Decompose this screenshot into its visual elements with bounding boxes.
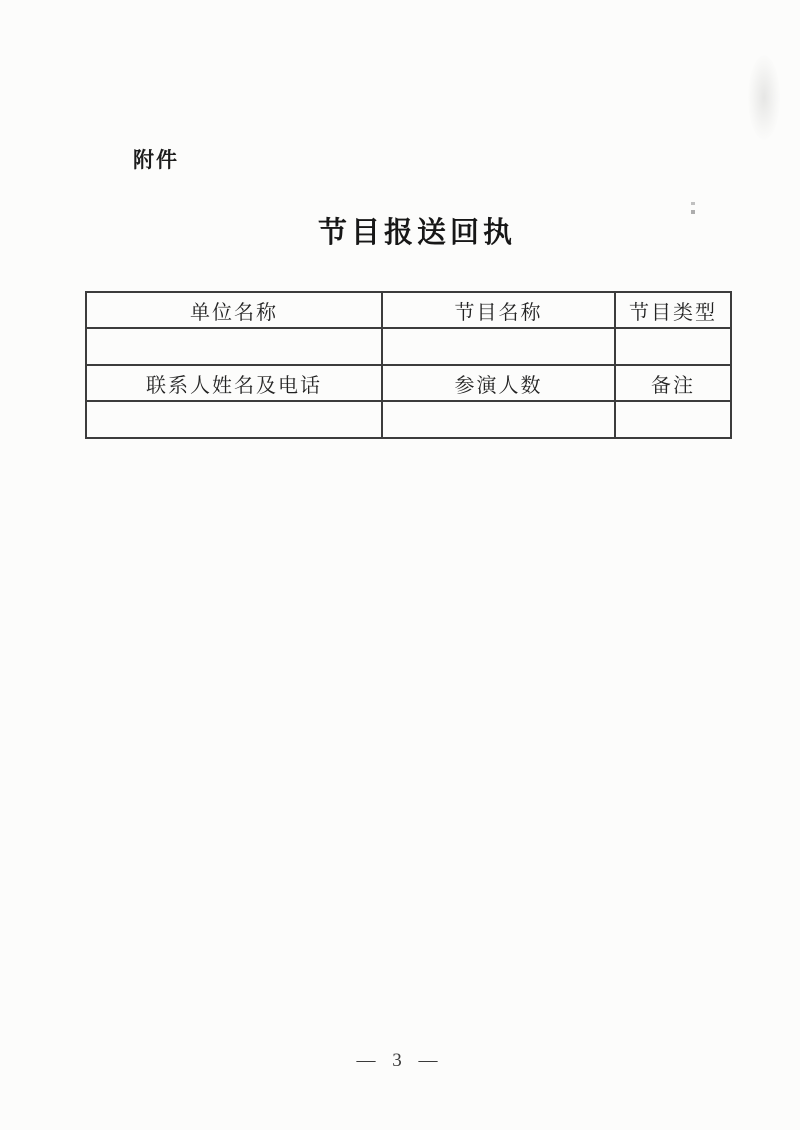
header-cell-program-type: 节目类型 bbox=[615, 292, 731, 328]
program-submission-table bbox=[85, 291, 732, 439]
table-row-header-1 bbox=[86, 292, 731, 328]
header-cell-contact-name-phone: 联系人姓名及电话 bbox=[86, 365, 382, 401]
blank-cell-remarks bbox=[615, 401, 731, 438]
table-row-header-2 bbox=[86, 365, 731, 401]
header-cell-program-name: 节目名称 bbox=[382, 292, 615, 328]
table-row-blank-1 bbox=[86, 328, 731, 365]
header-cell-unit-name: 单位名称 bbox=[86, 292, 382, 328]
page-number: — 3 — bbox=[356, 1050, 444, 1071]
scan-smudge-artifact bbox=[748, 55, 780, 140]
blank-cell-program-type bbox=[615, 328, 731, 365]
blank-cell-unit-name bbox=[86, 328, 382, 365]
blank-cell-performer-count bbox=[382, 401, 615, 438]
header-cell-remarks: 备注 bbox=[615, 365, 731, 401]
blank-cell-program-name bbox=[382, 328, 615, 365]
blank-cell-contact-name-phone bbox=[86, 401, 382, 438]
header-cell-performer-count: 参演人数 bbox=[382, 365, 615, 401]
table-row-blank-2 bbox=[86, 401, 731, 438]
attachment-label: 附件 bbox=[133, 149, 179, 172]
document-title: 节目报送回执 bbox=[317, 217, 516, 249]
